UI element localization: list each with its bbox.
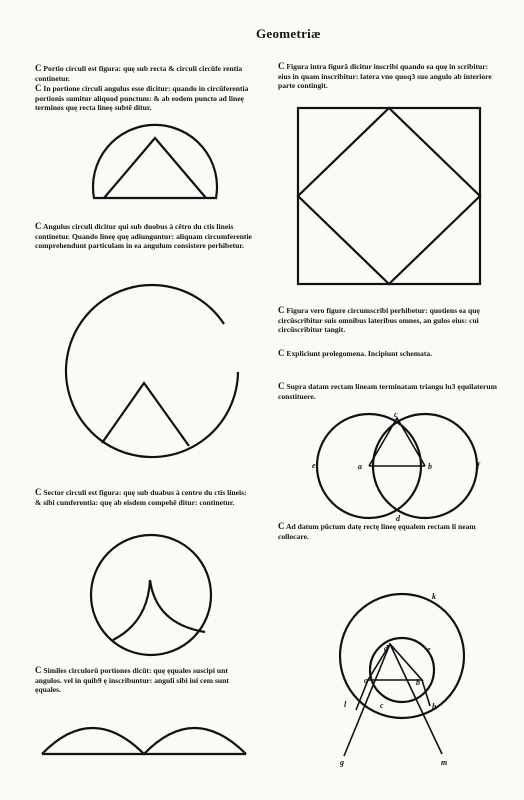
center-angle — [102, 383, 189, 446]
figure-sector — [88, 532, 218, 662]
angle-circle — [66, 285, 238, 457]
figure-segment-angle — [90, 128, 220, 208]
large-circle — [340, 594, 464, 718]
right-paragraph-2 — [278, 306, 500, 335]
outer-square — [298, 108, 480, 284]
pilcrow-icon: C — [35, 665, 42, 675]
label-a: a — [358, 462, 362, 471]
inner-diamond — [298, 108, 480, 284]
left-paragraph-5 — [35, 666, 253, 695]
left-paragraph-3 — [35, 222, 253, 251]
right-paragraph-5-text: Ad datum pũctum datę rectę lineę ęqualem rectam li neam collocare. — [278, 522, 476, 541]
pilcrow-icon: C — [278, 521, 285, 531]
segment-arc — [93, 125, 217, 198]
sector-lines — [113, 580, 205, 640]
pilcrow-icon: C — [35, 83, 42, 93]
label-f: f — [477, 461, 480, 470]
figure-proposition-1 — [306, 404, 496, 522]
pilcrow-icon: C — [35, 63, 42, 73]
label-e: e — [312, 461, 316, 470]
right-paragraph-5 — [278, 522, 500, 541]
label-d: d — [396, 514, 400, 523]
label-h: h — [432, 702, 437, 711]
right-paragraph-4 — [278, 382, 500, 401]
sector-circle — [91, 535, 211, 655]
pilcrow-icon: C — [35, 487, 42, 497]
figure-proposition-2 — [320, 590, 490, 762]
right-paragraph-1-text: Figura intra figurã dicitur inscribi quando ea quę in scribitur: eius in quam inscribitur: latera vno quoq3 suo angulo ab interiore parte contingit. — [278, 62, 492, 91]
label-a2: a — [364, 676, 368, 685]
left-paragraph-4 — [35, 488, 253, 507]
right-paragraph-3-text: Expliciunt prolegomena. Incipiunt schemata. — [286, 349, 433, 358]
left-paragraph-5-text: Similes circulorũ portiones dicũt: quę ęquales suscipi unt angulos. vel in quib9 ę inscribuntur: anguli sibi iui cem sunt ęquales. — [35, 666, 229, 695]
figure-circle-angle — [56, 288, 246, 468]
label-l: l — [344, 700, 347, 709]
left-paragraph-1 — [35, 64, 253, 83]
right-paragraph-3 — [278, 349, 500, 359]
twin-arcs — [42, 728, 246, 754]
equilateral-triangle — [369, 418, 425, 466]
figure-similar-segments — [40, 712, 250, 758]
figure-inscribed-square — [294, 104, 486, 290]
pilcrow-icon: C — [35, 221, 42, 231]
label-b2: b — [416, 678, 420, 687]
pilcrow-icon: C — [278, 305, 285, 315]
right-paragraph-1 — [278, 62, 500, 91]
label-c2: c — [380, 701, 384, 710]
label-e2: e — [427, 645, 431, 654]
pilcrow-icon: C — [278, 381, 285, 391]
inscribed-angle — [104, 138, 206, 198]
pilcrow-icon: C — [278, 61, 285, 71]
label-g: g — [340, 758, 344, 767]
label-m: m — [441, 758, 448, 767]
label-k: k — [432, 592, 436, 601]
right-paragraph-4-text: Supra datam rectam lineam terminatam triangu lu3 ęquilaterum constituere. — [278, 382, 497, 401]
running-head: Geometriæ — [256, 26, 321, 41]
label-d2: d — [384, 644, 388, 653]
left-paragraph-3-text: Angulus circuli dicitur qui sub duobus à cẽtro du ctis lineis continetur. Quando lineę quę adiunguntur: aliquam circumferentie comprehendunt particulam in ea angulum consistere perhibetur. — [35, 222, 252, 251]
pilcrow-icon: C — [278, 348, 285, 358]
right-paragraph-2-text: Figura vero figure circumscribi perhibetur: quotiens ea quę circũscribitur suis omnibus lateribus omnes, an gulos eius: cui circũscribitur tangit. — [278, 306, 480, 335]
left-paragraph-2 — [35, 84, 253, 113]
left-paragraph-1-text: Portio circuli est figura: quę sub recta & circuli circũfe rentia continetur. — [35, 64, 243, 83]
label-b: b — [428, 462, 432, 471]
left-paragraph-4-text: Sector circuli est figura: quę sub duabus à centro du ctis lineis: & sibi cumferentia: quę ab eisdem compehẽ ditur: continetur. — [35, 488, 247, 507]
left-paragraph-2-text: In portione circuli angulus esse dicitur: quando in circũferentia portionis sumitur aliquod punctum: & ab eodem puncto ad lineę terminos quę recta lineę subtẽ ditur. — [35, 84, 249, 113]
line-to-g — [344, 644, 390, 756]
line-to-m — [390, 644, 442, 754]
label-c: c — [394, 410, 398, 419]
